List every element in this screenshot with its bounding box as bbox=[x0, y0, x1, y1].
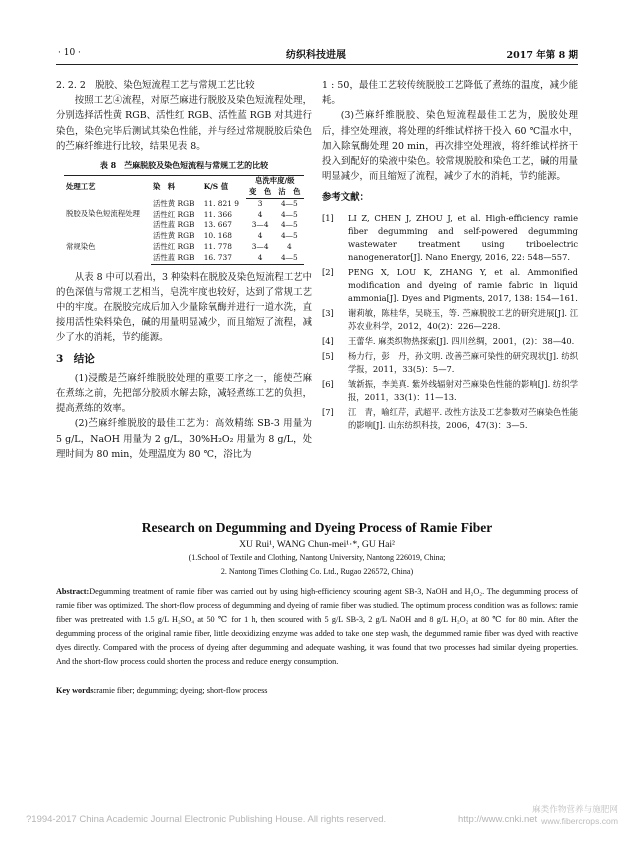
english-affiliation-2: 2. Nantong Times Clothing Co. Ltd., Rugao 226572, China) bbox=[220, 567, 414, 576]
reference-text: 皱新振，李美真. 紫外线辐射对苎麻染色性能的影响[J]. 纺织学报，2011，33(1)：11—13. bbox=[348, 378, 578, 402]
reference-number: [7] bbox=[322, 406, 334, 417]
conclusion-2-continued: 1 : 50，最佳工艺较传统脱胶工艺降低了煮练的温度，减少能耗。 bbox=[322, 80, 578, 107]
section-heading-2-2-2: 2. 2. 2 脱胶、染色短流程工艺与常规工艺比较 bbox=[56, 80, 255, 91]
keywords-label: Key words: bbox=[56, 686, 97, 695]
cell-ks: 11. 366 bbox=[203, 209, 232, 219]
table-row bbox=[64, 231, 304, 242]
abstract-text: Degumming treatment of ramie fiber was carried out by using high-efficiency scouring agent SB-3, NaOH and H₂O₂. The degumming process of ramie fiber was optimized. The short-flow process of degumming and dyeing of ramie fiber was studied. The optimum process condition was as follows: ramie fiber was pretreated with 1.5 g/L H₂SO₄ at 50 ℃ for 1 h, then scoured with 5 g/L SB-3, 2 g/L NaOH and 8 g/L H₂O₂ at 80 ℃ for 80 min. After the degumming process of the original ramie fiber, little deoxidizing enzyme was added to take one step wash, the degummed ramie fiber was dyed with reactive dyes directly. Compared with the process of dyeing after degumming and adequate washing, it was found that two processes had similar dyeing properties. And the short-flow process could shorten the process and reduce energy consumption. bbox=[56, 587, 578, 666]
cell-ks: 11. 778 bbox=[203, 242, 232, 251]
cell-fade: 4 bbox=[246, 253, 275, 264]
cell-fade: 4 bbox=[257, 231, 263, 241]
section-heading-conclusion: 3 结论 bbox=[56, 352, 95, 365]
english-affiliation-1: (1.School of Textile and Clothing, Nantong University, Nantong 226019, China; bbox=[188, 553, 446, 562]
table-row bbox=[64, 198, 304, 209]
reference-item bbox=[322, 350, 578, 376]
cell-fade: 4 bbox=[257, 209, 263, 219]
header-rule bbox=[56, 64, 578, 65]
cell-ks: 11. 821 9 bbox=[203, 198, 239, 208]
cell-fade: 3—4 bbox=[251, 242, 269, 251]
reference-text: 江 青，喻红芹，武超平. 改性方法及工艺参数对苎麻染色性能的影响[J]. 山东纺织科技，2006，47(3)：3—5. bbox=[348, 406, 578, 430]
reference-number: [6] bbox=[322, 378, 334, 389]
reference-item bbox=[322, 406, 578, 432]
journal-title: 纺织科技进展 bbox=[286, 50, 346, 61]
group-label: 脱胶及染色短流程处理 bbox=[66, 209, 140, 219]
body-paragraph: 从表 8 中可以看出，3 种染料在脱胶及染色短流程工艺中的色深值与常规工艺相当，皂洗牢度也较好，达到了常规工艺中的牢度。在脱胶完成后加入少量除氧酶并进行一道水洗，直接用活性染料染色，碱的用量明显减少，而且缩短了流程，减少了水的消耗，节约能源。 bbox=[56, 271, 312, 344]
conclusion-3: (3)苎麻纤维脱胶、染色短流程最佳工艺为，脱胶处理后，排空处理液，将处理的纤维试样挤干投入 60 ℃温水中，加入除氧酶处理 20 min，再次排空处理液，将纤维试样挤干投入到配好的染液中染色。较常规脱胶和染色工艺，碱的用量明显减少，而且缩短了流程，减少了水的消耗，节约能源。 bbox=[322, 110, 578, 183]
col-header-process: 处理工艺 bbox=[64, 176, 151, 199]
reference-item bbox=[322, 266, 578, 305]
reference-text: PENG X, LOU K, ZHANG Y, et al. Ammonified modification and dyeing of ramie fabric in liquid ammonia[J]. Dyes and Pigments, 2017, 138: 154—161. bbox=[348, 266, 578, 303]
reference-list bbox=[322, 212, 578, 432]
watermark-line-1: 麻类作物营养与施肥网 bbox=[532, 804, 618, 814]
reference-text: 杨力行，彭 丹，孙文明. 改善苎麻可染性的研究现状[J]. 纺织学报，2011，33(5)：5—7. bbox=[348, 350, 578, 374]
cell-ks: 13. 667 bbox=[203, 220, 232, 230]
running-header bbox=[58, 46, 578, 62]
reference-number: [4] bbox=[322, 335, 334, 346]
page-number: · 10 · bbox=[58, 48, 81, 58]
reference-item bbox=[322, 378, 578, 404]
english-keywords bbox=[56, 686, 578, 695]
abstract-label: Abstract: bbox=[56, 587, 90, 596]
col-header-stain: 沾 色 bbox=[275, 187, 304, 198]
reference-number: [2] bbox=[322, 266, 334, 277]
cell-stain: 4—5 bbox=[280, 220, 298, 230]
cell-stain: 4 bbox=[287, 242, 292, 251]
right-column bbox=[322, 78, 578, 434]
references-heading: 参考文献： bbox=[322, 192, 369, 204]
english-abstract bbox=[56, 585, 578, 669]
copyright-notice: ?1994-2017 China Academic Journal Electronic Publishing House. All rights reserved. bbox=[26, 814, 387, 825]
reference-item bbox=[322, 335, 578, 348]
col-header-ks: K/S 值 bbox=[202, 176, 246, 199]
reference-text: 谢莉敏，陈桂华，吴晓玉，等. 苎麻脱胶工艺的研究进展[J]. 江苏农业科学，2012，40(2)：226—228. bbox=[348, 307, 578, 331]
conclusion-2: (2)苎麻纤维脱胶的最佳工艺为：高效精练 SB-3 用量为 5 g/L，NaOH 用量为 2 g/L，30%H₂O₂ 用量为 8 g/L，处理时间为 80 min，处理温度为 80 ℃，浴比为 bbox=[56, 418, 312, 460]
cell-stain: 4—5 bbox=[280, 209, 298, 219]
reference-text: LI Z, CHEN J, ZHOU J, et al. High-efficiency ramie fiber degumming and self-powered degumming wastewater treatment using triboelectric nanogenerator[J]. Nano Energy, 2016, 22: 548—557. bbox=[348, 212, 578, 262]
cell-dye: 活性红 RGB bbox=[152, 242, 195, 251]
watermark-line-2: www.fibercrops.com bbox=[541, 816, 618, 826]
reference-number: [3] bbox=[322, 307, 334, 318]
body-paragraph: 按照工艺④流程，对原苎麻进行脱胶及染色短流程处理，分别选择活性黄 RGB、活性红 RGB、活性蓝 RGB 对其进行染色，染色完毕后测试其染色性能，并与经过常规脱胶后染色的苎麻纤维进行比较，结果见表 8。 bbox=[56, 95, 312, 152]
site-watermark bbox=[508, 803, 618, 827]
col-header-dye: 染 料 bbox=[151, 176, 202, 199]
group-label: 常规染色 bbox=[66, 242, 96, 252]
cell-stain: 4—5 bbox=[280, 231, 298, 241]
left-column bbox=[56, 78, 312, 462]
english-title: Research on Degumming and Dyeing Process of Ramie Fiber bbox=[141, 520, 493, 535]
cell-stain: 4—5 bbox=[280, 198, 298, 208]
cell-fade: 3—4 bbox=[251, 220, 269, 230]
cell-fade: 3 bbox=[257, 198, 263, 208]
col-header-fastness: 皂洗牢度/级 bbox=[246, 176, 304, 187]
cell-dye: 活性蓝 RGB bbox=[151, 253, 202, 264]
conclusion-1: (1)浸酸是苎麻纤维脱胶处理的重要工序之一，能使苎麻在煮练之前，先把部分胶质水解去除，减轻煮练工艺的负担，提高煮练的效率。 bbox=[56, 372, 312, 415]
cell-ks: 16. 737 bbox=[202, 253, 246, 264]
reference-number: [1] bbox=[322, 212, 334, 223]
cell-ks: 10. 168 bbox=[203, 231, 232, 241]
reference-text: 王蕾华. 麻类织物热探索[J]. 四川丝绸，2001，(2)：38—40. bbox=[348, 335, 575, 346]
cell-stain: 4—5 bbox=[275, 253, 304, 264]
issue-label: 2017 年第 8 期 bbox=[506, 50, 578, 61]
keywords-text: ramie fiber; degumming; dyeing; short-flow process bbox=[96, 686, 268, 695]
cell-dye: 活性蓝 RGB bbox=[152, 220, 195, 230]
comparison-table bbox=[64, 175, 304, 264]
cell-dye: 活性黄 RGB bbox=[152, 198, 195, 208]
reference-number: [5] bbox=[322, 350, 334, 361]
english-authors: XU Rui¹, WANG Chun-mei¹·*, GU Hai² bbox=[239, 539, 395, 550]
table-caption: 表 8 苎麻脱胶及染色短流程与常规工艺的比较 bbox=[99, 160, 269, 171]
cell-dye: 活性红 RGB bbox=[152, 209, 195, 219]
cell-dye: 活性黄 RGB bbox=[152, 231, 195, 241]
col-header-fade: 变 色 bbox=[246, 187, 275, 198]
reference-item bbox=[322, 212, 578, 264]
reference-item bbox=[322, 307, 578, 333]
cnki-link[interactable]: http://www.cnki.net bbox=[458, 814, 538, 825]
